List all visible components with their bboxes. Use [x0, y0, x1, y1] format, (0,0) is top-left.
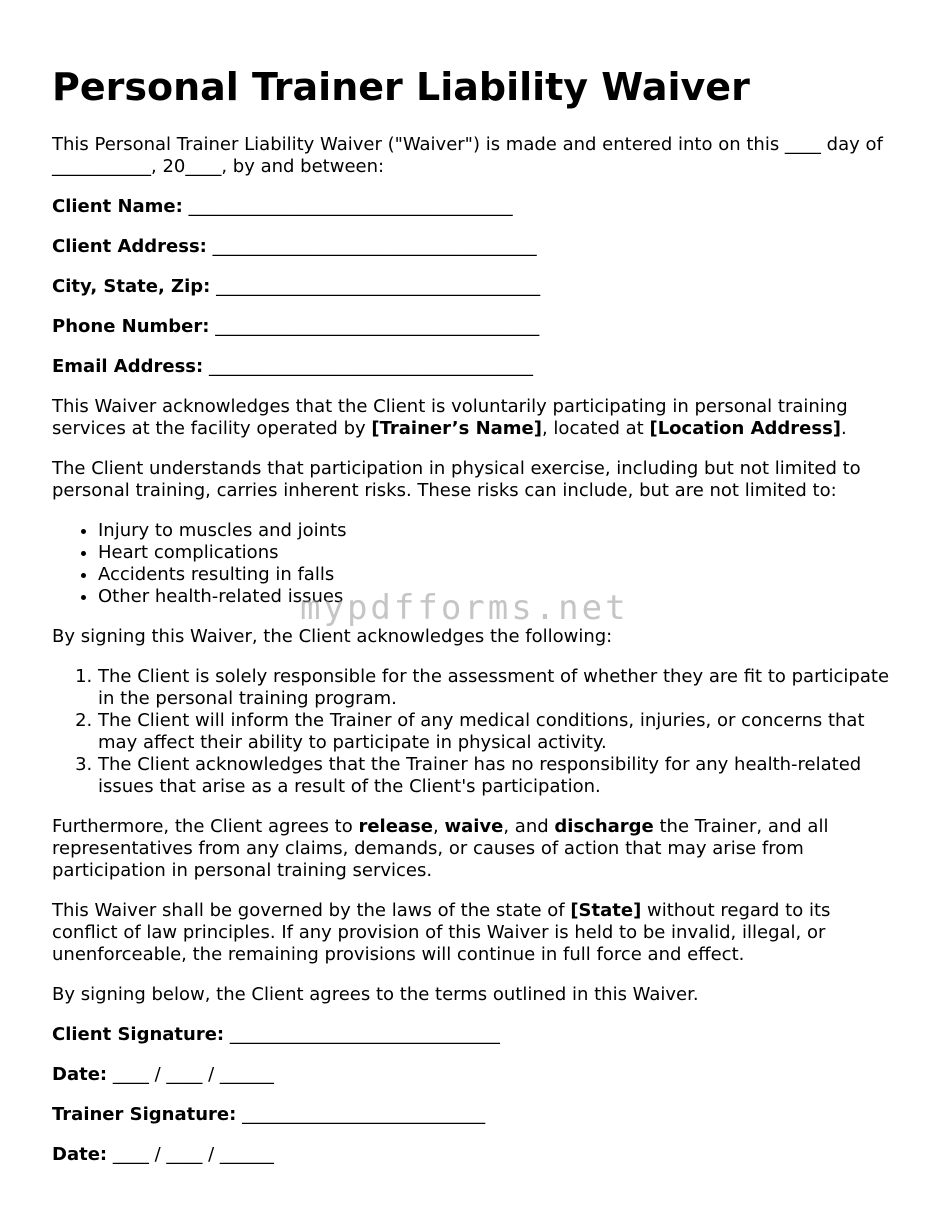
document-page — [52, 64, 892, 1184]
acknowledgement-intro: By signing this Waiver, the Client acknowledges the following: — [52, 626, 613, 647]
client-address-label: Client Address: — [52, 236, 207, 257]
paragraph-text: , — [433, 816, 445, 837]
client-date-label: Date: — [52, 1064, 108, 1085]
phone-number-line: ____________________________________ — [215, 316, 540, 337]
bold-term: discharge — [554, 816, 654, 837]
client-signature-field — [52, 1024, 892, 1046]
paragraph-text: This Waiver shall be governed by the laws of the state of — [52, 900, 571, 921]
trainer-date-label: Date: — [52, 1144, 108, 1165]
bold-term: waive — [444, 816, 504, 837]
paragraph-text: , located at — [541, 418, 650, 439]
city-state-zip-label: City, State, Zip: — [52, 276, 211, 297]
risks-paragraph: The Client understands that participation in physical exercise, including but not limited to personal training, carries inherent risks. These risks can include, but are not limited to: — [52, 458, 861, 501]
list-item: • Injury to muscles and joints — [98, 520, 892, 542]
paragraph-text: , and — [503, 816, 555, 837]
trainer-date-field — [52, 1144, 892, 1166]
location-address-placeholder: [Location Address] — [649, 418, 842, 439]
list-item: 2. The Client will inform the Trainer of any medical conditions, injuries, or concerns that may affect their ability to participate in physical activity. — [98, 710, 892, 754]
city-state-zip-field — [52, 276, 892, 298]
email-address-field — [52, 356, 892, 378]
state-placeholder: [State] — [570, 900, 642, 921]
list-item: 3. The Client acknowledges that the Trainer has no responsibility for any health-related issues that arise as a result of the Client's participation. — [98, 754, 892, 798]
phone-number-label: Phone Number: — [52, 316, 210, 337]
trainer-date-line: ____ / ____ / ______ — [112, 1144, 274, 1165]
document-title: Personal Trainer Liability Waiver — [52, 65, 750, 109]
watermark: mypdfforms.net — [300, 588, 629, 628]
risks-list — [52, 520, 892, 608]
list-item: • Accidents resulting in falls — [98, 564, 892, 586]
email-address-label: Email Address: — [52, 356, 204, 377]
trainer-name-placeholder: [Trainer’s Name] — [371, 418, 542, 439]
list-item: • Heart complications — [98, 542, 892, 564]
client-date-field — [52, 1064, 892, 1086]
paragraph-text: without regard to its conflict of law principles. If any provision of this Waiver is held to be invalid, illegal, or unenforceable, the remaining provisions will continue in full force and effect. — [52, 900, 831, 965]
client-name-label: Client Name: — [52, 196, 183, 217]
client-address-field — [52, 236, 892, 258]
release-paragraph — [52, 816, 892, 882]
trainer-signature-line: ___________________________ — [242, 1104, 486, 1125]
client-date-line: ____ / ____ / ______ — [112, 1064, 274, 1085]
client-name-field — [52, 196, 892, 218]
client-name-line: ____________________________________ — [188, 196, 513, 217]
list-item: 1. The Client is solely responsible for the assessment of whether they are fit to participate in the personal training program. — [98, 666, 892, 710]
email-address-line: ____________________________________ — [208, 356, 533, 377]
agreement-paragraph: By signing below, the Client agrees to the terms outlined in this Waiver. — [52, 984, 699, 1005]
governing-law-paragraph — [52, 900, 892, 966]
acknowledgements-list — [52, 666, 892, 798]
paragraph-text: This Waiver acknowledges that the Client is voluntarily participating in personal training services at the facility operated by — [52, 396, 848, 439]
paragraph-text: Furthermore, the Client agrees to — [52, 816, 359, 837]
client-signature-label: Client Signature: — [52, 1024, 225, 1045]
trainer-signature-field — [52, 1104, 892, 1126]
participation-paragraph — [52, 396, 892, 440]
list-item: • Other health-related issues — [98, 586, 892, 608]
phone-number-field — [52, 316, 892, 338]
intro-paragraph: This Personal Trainer Liability Waiver ("Waiver") is made and entered into on this ____ day of ___________, 20____, by and between: — [52, 134, 883, 177]
client-address-line: ____________________________________ — [212, 236, 537, 257]
city-state-zip-line: ____________________________________ — [216, 276, 541, 297]
client-signature-line: ______________________________ — [229, 1024, 500, 1045]
trainer-signature-label: Trainer Signature: — [52, 1104, 237, 1125]
paragraph-text: . — [841, 418, 847, 439]
paragraph-text: the Trainer, and all representatives from any claims, demands, or causes of action that may arise from participation in personal training services. — [52, 816, 829, 881]
bold-term: release — [358, 816, 433, 837]
